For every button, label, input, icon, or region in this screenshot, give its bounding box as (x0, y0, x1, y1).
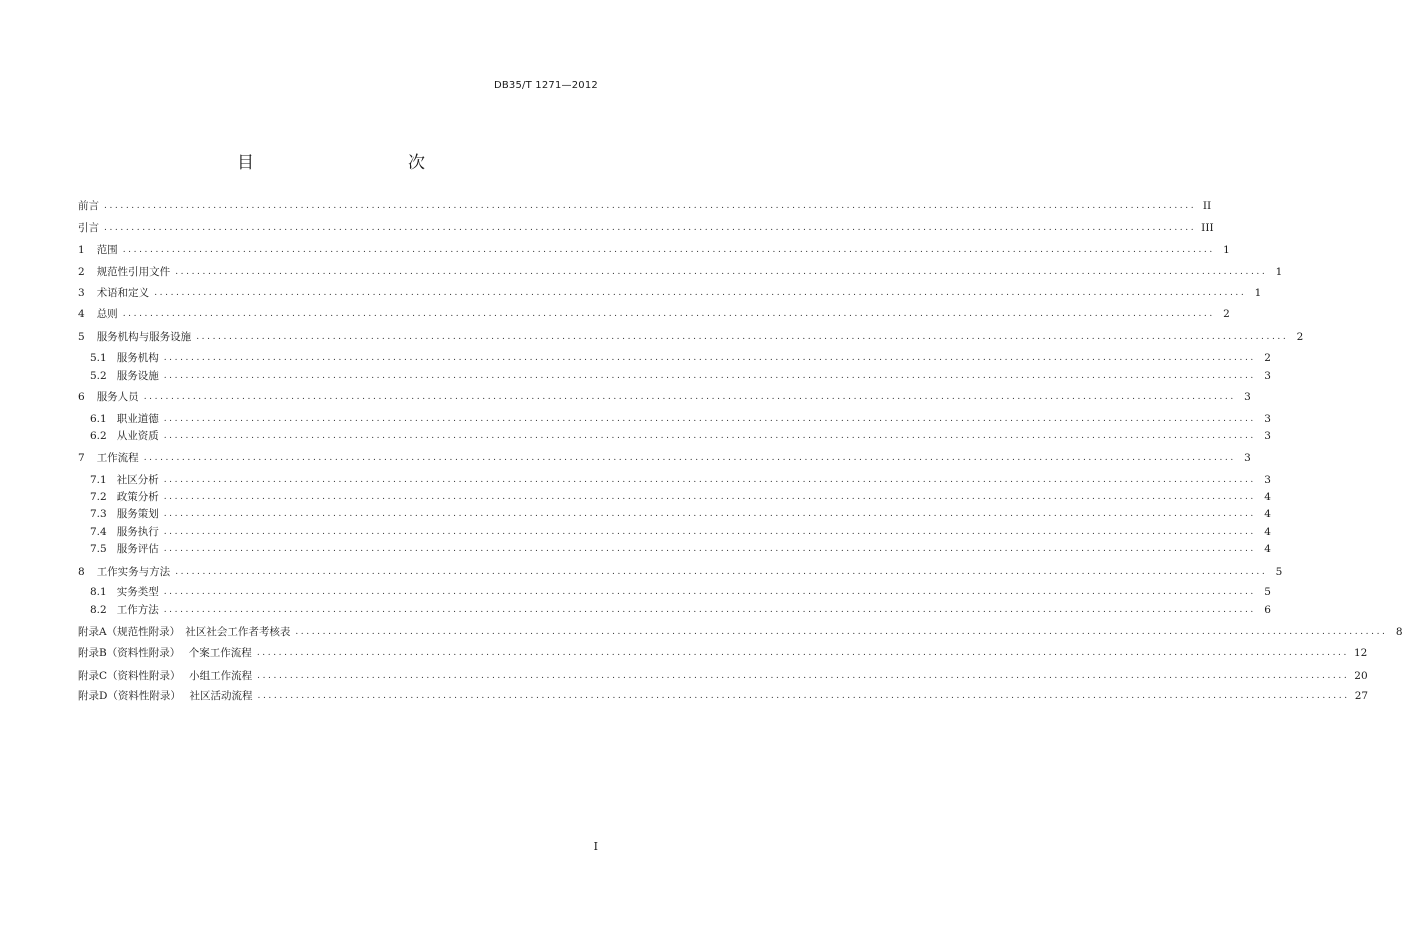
toc-entry-page: 27 (1354, 690, 1369, 702)
toc-entry-title: 附录C（资料性附录） 小组工作流程 (78, 670, 253, 682)
toc-entry-title: 实务类型 (116, 586, 159, 598)
toc-entry-number: 6 (78, 391, 85, 403)
toc-entry[interactable] (78, 242, 1230, 258)
document-code: DB35/T 1271—2012 (493, 80, 598, 91)
toc-entry-page: 12 (1353, 647, 1368, 659)
toc-entry-title: 从业资质 (116, 430, 159, 442)
toc-entry-title: 服务人员 (96, 391, 139, 403)
toc-entry[interactable] (90, 472, 1271, 488)
toc-entry-title: 工作流程 (96, 452, 139, 464)
toc-entry[interactable] (78, 645, 1368, 661)
toc-leader-dots: ........................................................................................................................................................................................................ (163, 371, 1256, 381)
toc-entry-title: 服务执行 (116, 526, 159, 538)
toc-leader-dots: ........................................................................................................................................................................................................ (257, 691, 1350, 701)
toc-leader-dots: ........................................................................................................................................................................................................ (175, 267, 1268, 277)
toc-leader-dots: ........................................................................................................................................................................................................ (154, 288, 1247, 298)
toc-entry-title: 服务评估 (116, 543, 159, 555)
toc-entry-title: 规范性引用文件 (96, 266, 171, 278)
toc-entry-number: 4 (78, 308, 85, 320)
toc-leader-dots: ........................................................................................................................................................................................................ (257, 671, 1350, 681)
toc-entry-page: 2 (1223, 308, 1230, 320)
toc-entry-page: 4 (1264, 543, 1271, 555)
toc-leader-dots: ........................................................................................................................................................................................................ (256, 648, 1349, 658)
toc-entry[interactable] (90, 506, 1271, 522)
toc-entry-number: 5.2 (90, 370, 107, 382)
toc-entry-page: 4 (1264, 491, 1271, 503)
toc-leader-dots: ........................................................................................................................................................................................................ (122, 245, 1215, 255)
toc-leader-dots: ........................................................................................................................................................................................................ (163, 605, 1256, 615)
toc-entry-title: 服务策划 (116, 508, 159, 520)
toc-entry[interactable] (78, 624, 1403, 640)
toc-entry-page: 3 (1244, 391, 1251, 403)
toc-entry-title: 政策分析 (116, 491, 159, 503)
toc-leader-dots: ........................................................................................................................................................................................................ (163, 353, 1256, 363)
toc-entry-number: 1 (78, 244, 85, 256)
toc-entry-page: 3 (1264, 413, 1271, 425)
toc-entry-page: III (1201, 222, 1214, 234)
toc-entry[interactable] (90, 541, 1271, 557)
toc-entry-page: 5 (1264, 586, 1271, 598)
toc-entry-page: II (1202, 200, 1212, 212)
toc-entry-number: 8.1 (90, 586, 107, 598)
toc-entry-title: 服务设施 (116, 370, 159, 382)
toc-entry-page: 2 (1264, 352, 1271, 364)
toc-leader-dots: ........................................................................................................................................................................................................ (143, 453, 1236, 463)
toc-entry-page: 8 (1395, 626, 1403, 638)
toc-entry-title: 附录A（规范性附录） 社区社会工作者考核表 (78, 626, 291, 638)
toc-leader-dots: ........................................................................................................................................................................................................ (104, 201, 1197, 211)
toc-entry[interactable] (78, 389, 1251, 405)
toc-leader-dots: ........................................................................................................................................................................................................ (122, 309, 1215, 319)
toc-leader-dots: ........................................................................................................................................................................................................ (175, 567, 1268, 577)
toc-entry-title: 术语和定义 (96, 287, 150, 299)
toc-entry-number: 6.1 (90, 413, 107, 425)
toc-leader-dots: ........................................................................................................................................................................................................ (163, 544, 1256, 554)
page-number: I (593, 840, 598, 853)
toc-title: 目 次 (237, 153, 465, 173)
toc-entry-number: 6.2 (90, 430, 107, 442)
toc-entry-page: 4 (1264, 526, 1271, 538)
toc-leader-dots: ........................................................................................................................................................................................................ (163, 414, 1256, 424)
toc-entry-number: 7.3 (90, 508, 107, 520)
toc-entry-number: 7 (78, 452, 85, 464)
toc-entry-title: 服务机构 (116, 352, 159, 364)
toc-entry[interactable] (90, 602, 1271, 618)
toc-entry-number: 7.5 (90, 543, 107, 555)
toc-entry[interactable] (90, 350, 1271, 366)
toc-leader-dots: ........................................................................................................................................................................................................ (163, 431, 1256, 441)
toc-entry[interactable] (90, 489, 1271, 505)
toc-entry-number: 7.1 (90, 474, 107, 486)
toc-entry-number: 2 (78, 266, 85, 278)
toc-entry-number: 8 (78, 566, 85, 578)
toc-entry-page: 3 (1264, 474, 1271, 486)
toc-entry-title: 工作实务与方法 (96, 566, 171, 578)
toc-entry-page: 2 (1296, 331, 1304, 343)
toc-leader-dots: ........................................................................................................................................................................................................ (163, 527, 1256, 537)
toc-entry-title: 服务机构与服务设施 (96, 331, 192, 343)
toc-entry-page: 1 (1254, 287, 1262, 299)
toc-entry[interactable] (78, 264, 1283, 280)
toc-entry-page: 6 (1264, 604, 1271, 616)
toc-entry[interactable] (90, 368, 1271, 384)
toc-leader-dots: ........................................................................................................................................................................................................ (163, 587, 1256, 597)
toc-entry-title: 总则 (96, 308, 118, 320)
toc-entry[interactable] (90, 428, 1271, 444)
toc-entry-page: 3 (1264, 430, 1271, 442)
toc-entry[interactable] (78, 329, 1304, 345)
toc-leader-dots: ........................................................................................................................................................................................................ (143, 392, 1236, 402)
toc-entry[interactable] (78, 450, 1251, 466)
toc-leader-dots: ........................................................................................................................................................................................................ (196, 332, 1289, 342)
toc-entry-page: 3 (1264, 370, 1271, 382)
toc-entry-page: 4 (1264, 508, 1271, 520)
toc-leader-dots: ........................................................................................................................................................................................................ (163, 492, 1256, 502)
toc-entry-title: 附录B（资料性附录） 个案工作流程 (78, 647, 252, 659)
toc-entry[interactable] (90, 584, 1271, 600)
toc-entry[interactable] (78, 306, 1230, 322)
toc-entry-number: 5.1 (90, 352, 107, 364)
toc-entry-page: 1 (1223, 244, 1230, 256)
toc-leader-dots: ........................................................................................................................................................................................................ (295, 627, 1388, 637)
toc-entry-title: 前言 (78, 200, 99, 212)
toc-entry-page: 20 (1354, 670, 1368, 682)
toc-leader-dots: ........................................................................................................................................................................................................ (104, 223, 1197, 233)
toc-entry-title: 范围 (96, 244, 118, 256)
toc-entry-number: 5 (78, 331, 85, 343)
toc-entry[interactable] (78, 285, 1262, 301)
toc-entry[interactable] (78, 688, 1369, 704)
toc-entry[interactable] (78, 220, 1214, 236)
toc-entry-number: 3 (78, 287, 85, 299)
toc-entry-number: 7.4 (90, 526, 107, 538)
toc-entry-page: 5 (1275, 566, 1283, 578)
toc-entry-title: 工作方法 (116, 604, 159, 616)
toc-entry-title: 社区分析 (116, 474, 159, 486)
toc-leader-dots: ........................................................................................................................................................................................................ (163, 509, 1256, 519)
toc-entry-page: 1 (1275, 266, 1283, 278)
toc-entry[interactable] (90, 411, 1271, 427)
toc-entry-page: 3 (1244, 452, 1251, 464)
toc-entry-title: 职业道德 (116, 413, 159, 425)
toc-entry[interactable] (90, 524, 1271, 540)
toc-entry-title: 引言 (78, 222, 99, 234)
toc-entry[interactable] (78, 564, 1283, 580)
toc-entry[interactable] (78, 198, 1212, 214)
toc-entry-number: 7.2 (90, 491, 107, 503)
toc-entry-number: 8.2 (90, 604, 107, 616)
toc-entry[interactable] (78, 668, 1368, 684)
toc-leader-dots: ........................................................................................................................................................................................................ (163, 475, 1256, 485)
toc-entry-title: 附录D（资料性附录） 社区活动流程 (78, 690, 253, 702)
